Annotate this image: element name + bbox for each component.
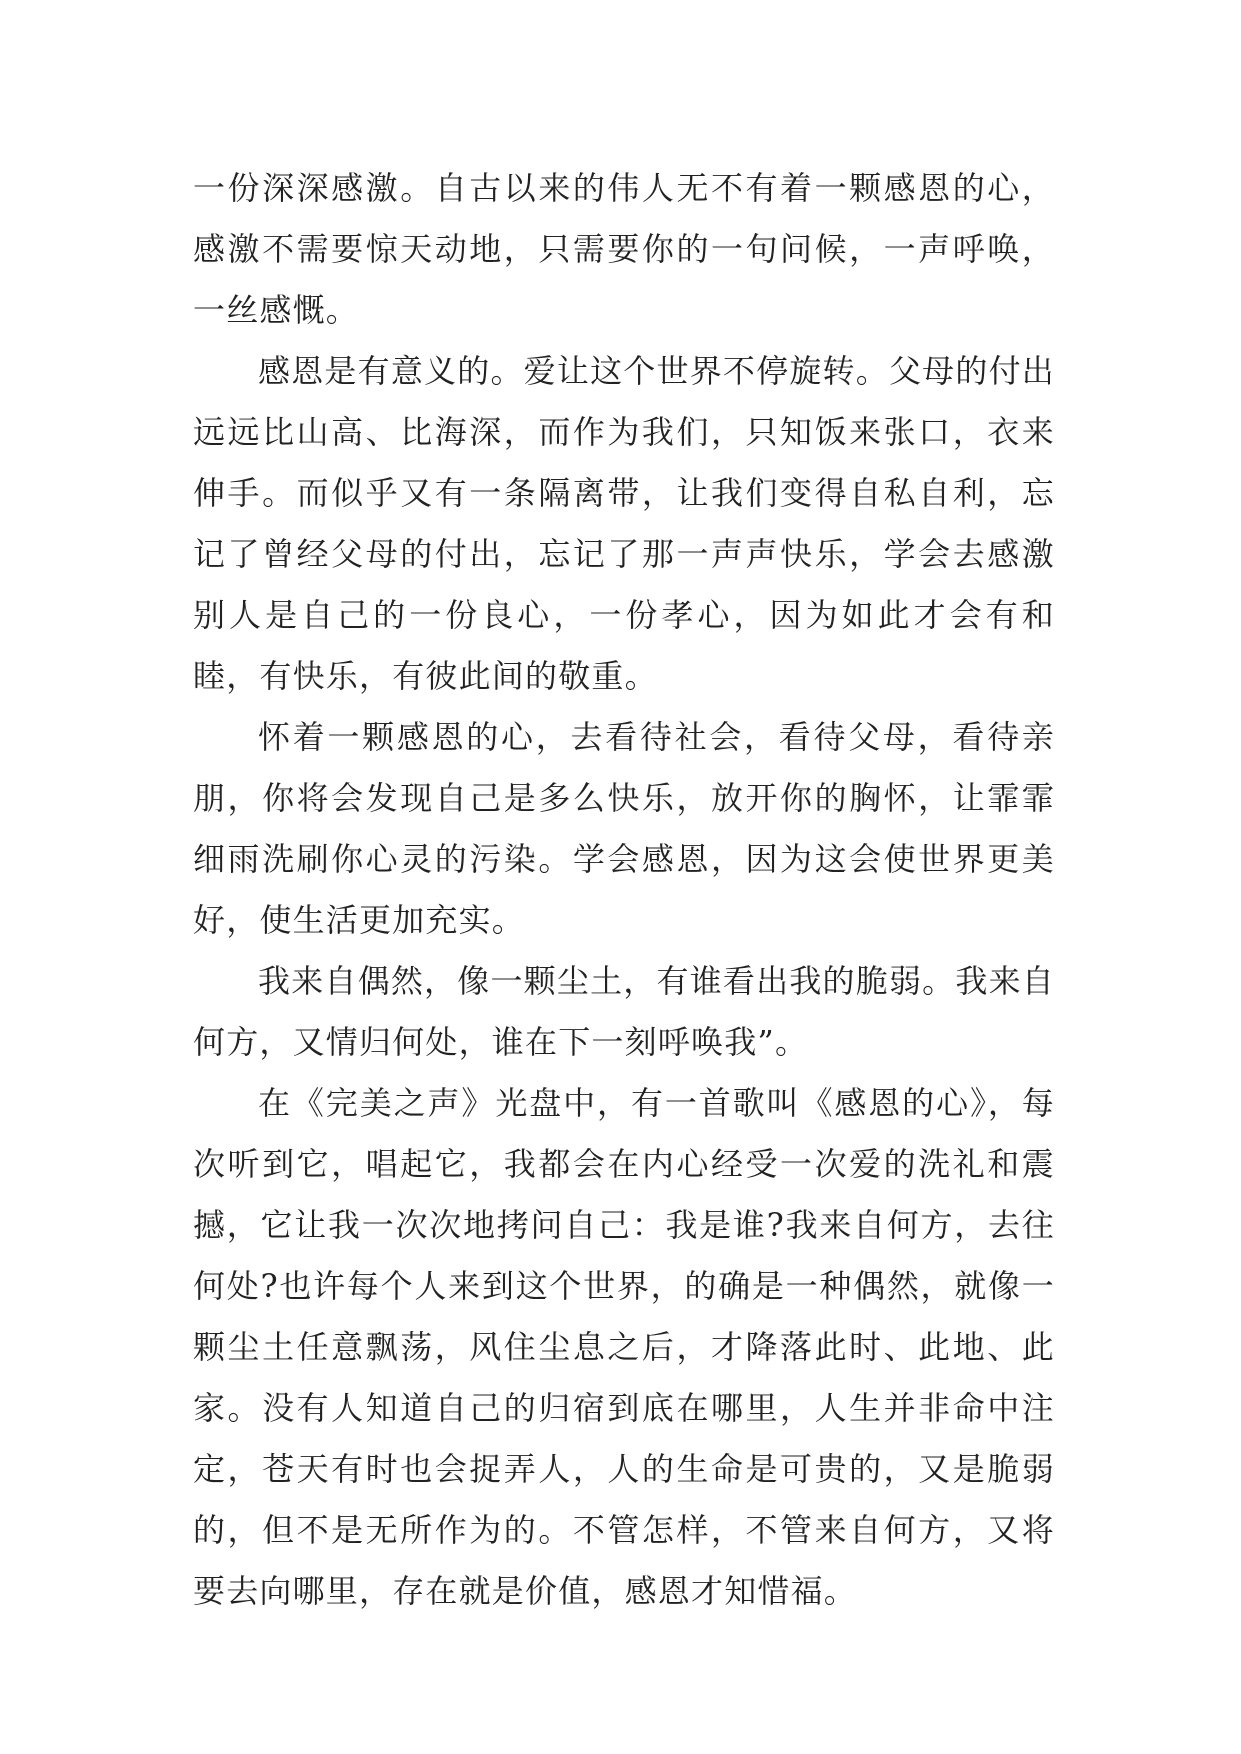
- paragraph-2: 感恩是有意义的。爱让这个世界不停旋转。父母的付出远远比山高、比海深，而作为我们，只知饭来张口，衣来伸手。而似乎又有一条隔离带，让我们变得自私自利，忘记了曾经父母的付出，忘记了那一声声快乐，学会去感激别人是自己的一份良心，一份孝心，因为如此才会有和睦，有快乐，有彼此间的敬重。: [193, 352, 1055, 695]
- paragraph-5: 在《完美之声》光盘中，有一首歌叫《感恩的心》，每次听到它，唱起它，我都会在内心经受一次爱的洗礼和震撼，它让我一次次地拷问自己：我是谁?我来自何方，去往何处?也许每个人来到这个世界，的确是一种偶然，就像一颗尘土任意飘荡，风住尘息之后，才降落此时、此地、此家。没有人知道自己的归宿到底在哪里，人生并非命中注定，苍天有时也会捉弄人，人的生命是可贵的，又是脆弱的，但不是无所作为的。不管怎样，不管来自何方，又将要去向哪里，存在就是价值，感恩才知惜福。: [193, 1084, 1055, 1610]
- paragraph-1: 一份深深感激。自古以来的伟人无不有着一颗感恩的心，感激不需要惊天动地，只需要你的一句问候，一声呼唤，一丝感慨。: [193, 169, 1055, 329]
- paragraph-4: 我来自偶然，像一颗尘土，有谁看出我的脆弱。我来自何方，又情归何处，谁在下一刻呼唤我”。: [193, 962, 1055, 1061]
- document-body: [193, 158, 1055, 1622]
- paragraph-3: 怀着一颗感恩的心，去看待社会，看待父母，看待亲朋，你将会发现自己是多么快乐，放开你的胸怀，让霏霏细雨洗刷你心灵的污染。学会感恩，因为这会使世界更美好，使生活更加充实。: [193, 718, 1055, 939]
